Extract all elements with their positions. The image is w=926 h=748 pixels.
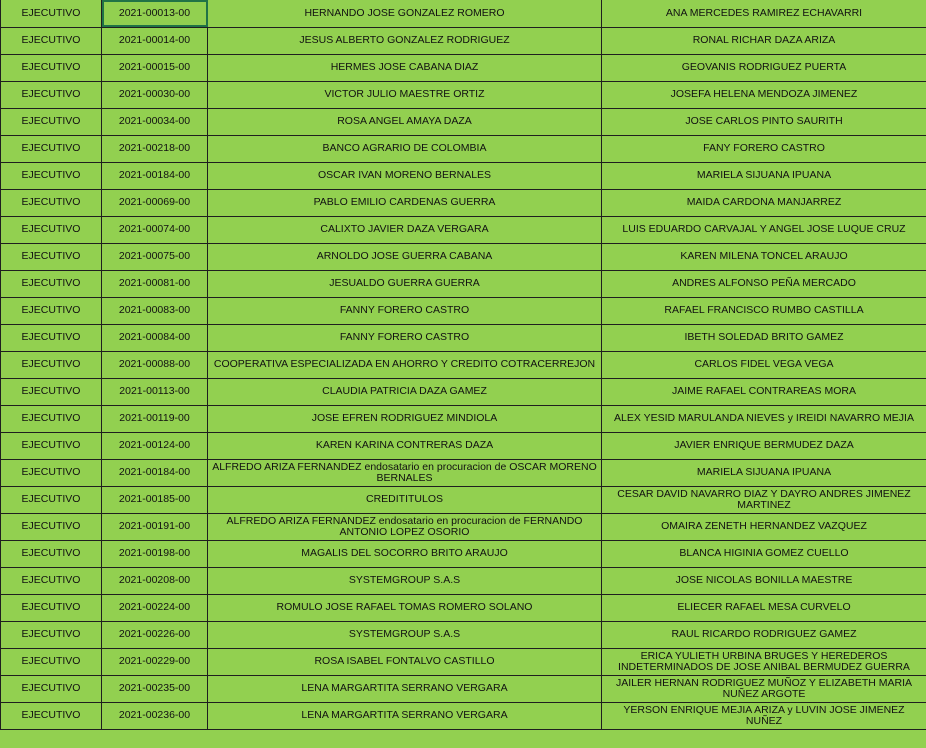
defendant-cell[interactable]: ERICA YULIETH URBINA BRUGES Y HEREDEROS INDETERMINADOS DE JOSE ANIBAL BERMUDEZ GUERRA <box>602 648 926 675</box>
table-row <box>1 459 926 486</box>
type-cell[interactable]: EJECUTIVO <box>1 216 102 243</box>
table-row <box>1 567 926 594</box>
plaintiff-cell[interactable]: FANNY FORERO CASTRO <box>208 297 602 324</box>
type-cell[interactable]: EJECUTIVO <box>1 486 102 513</box>
case-number-cell[interactable]: 2021-00124-00 <box>102 432 208 459</box>
plaintiff-cell[interactable]: FANNY FORERO CASTRO <box>208 324 602 351</box>
case-number-cell[interactable]: 2021-00184-00 <box>102 459 208 486</box>
table-row <box>1 513 926 540</box>
case-number-cell[interactable]: 2021-00084-00 <box>102 324 208 351</box>
defendant-cell[interactable]: BLANCA HIGINIA GOMEZ CUELLO <box>602 540 926 567</box>
defendant-cell[interactable]: JAVIER ENRIQUE BERMUDEZ DAZA <box>602 432 926 459</box>
case-number-cell[interactable]: 2021-00236-00 <box>102 702 208 729</box>
plaintiff-cell[interactable]: ARNOLDO JOSE GUERRA CABANA <box>208 243 602 270</box>
table-row <box>1 108 926 135</box>
table-row <box>1 702 926 729</box>
defendant-cell[interactable]: KAREN MILENA TONCEL ARAUJO <box>602 243 926 270</box>
spreadsheet-body <box>1 0 926 729</box>
defendant-cell[interactable]: CARLOS FIDEL VEGA VEGA <box>602 351 926 378</box>
case-number-cell[interactable]: 2021-00088-00 <box>102 351 208 378</box>
plaintiff-cell[interactable]: ROMULO JOSE RAFAEL TOMAS ROMERO SOLANO <box>208 594 602 621</box>
type-cell[interactable]: EJECUTIVO <box>1 324 102 351</box>
table-row <box>1 27 926 54</box>
table-row <box>1 216 926 243</box>
plaintiff-cell[interactable]: CREDITITULOS <box>208 486 602 513</box>
plaintiff-cell[interactable]: KAREN KARINA CONTRERAS DAZA <box>208 432 602 459</box>
defendant-cell[interactable]: JOSE NICOLAS BONILLA MAESTRE <box>602 567 926 594</box>
case-number-cell[interactable]: 2021-00083-00 <box>102 297 208 324</box>
case-number-cell[interactable]: 2021-00081-00 <box>102 270 208 297</box>
case-number-cell[interactable]: 2021-00224-00 <box>102 594 208 621</box>
case-number-cell[interactable]: 2021-00198-00 <box>102 540 208 567</box>
case-number-cell[interactable]: 2021-00075-00 <box>102 243 208 270</box>
case-number-cell[interactable]: 2021-00034-00 <box>102 108 208 135</box>
table-row <box>1 243 926 270</box>
type-cell[interactable]: EJECUTIVO <box>1 648 102 675</box>
plaintiff-cell[interactable]: VICTOR JULIO MAESTRE ORTIZ <box>208 81 602 108</box>
type-cell[interactable]: EJECUTIVO <box>1 81 102 108</box>
case-number-cell[interactable]: 2021-00119-00 <box>102 405 208 432</box>
type-cell[interactable]: EJECUTIVO <box>1 594 102 621</box>
table-row <box>1 594 926 621</box>
table-row <box>1 135 926 162</box>
case-number-cell[interactable]: 2021-00229-00 <box>102 648 208 675</box>
plaintiff-cell[interactable]: JESUALDO GUERRA GUERRA <box>208 270 602 297</box>
plaintiff-cell[interactable]: ALFREDO ARIZA FERNANDEZ endosatario en procuracion de FERNANDO ANTONIO LOPEZ OSORIO <box>208 513 602 540</box>
defendant-cell[interactable]: OMAIRA ZENETH HERNANDEZ VAZQUEZ <box>602 513 926 540</box>
case-number-cell[interactable]: 2021-00218-00 <box>102 135 208 162</box>
case-number-cell[interactable]: 2021-00191-00 <box>102 513 208 540</box>
plaintiff-cell[interactable]: ROSA ANGEL AMAYA DAZA <box>208 108 602 135</box>
type-cell[interactable]: EJECUTIVO <box>1 27 102 54</box>
table-row <box>1 54 926 81</box>
plaintiff-cell[interactable]: BANCO AGRARIO DE COLOMBIA <box>208 135 602 162</box>
table-row <box>1 405 926 432</box>
plaintiff-cell[interactable]: LENA MARGARTITA SERRANO VERGARA <box>208 675 602 702</box>
plaintiff-cell[interactable]: COOPERATIVA ESPECIALIZADA EN AHORRO Y CREDITO COTRACERREJON <box>208 351 602 378</box>
type-cell[interactable]: EJECUTIVO <box>1 702 102 729</box>
plaintiff-cell[interactable]: HERNANDO JOSE GONZALEZ ROMERO <box>208 0 602 27</box>
case-number-cell[interactable]: 2021-00015-00 <box>102 54 208 81</box>
type-cell[interactable]: EJECUTIVO <box>1 540 102 567</box>
defendant-cell[interactable]: JOSE CARLOS PINTO SAURITH <box>602 108 926 135</box>
type-cell[interactable]: EJECUTIVO <box>1 513 102 540</box>
table-row <box>1 621 926 648</box>
table-row <box>1 378 926 405</box>
table-row <box>1 270 926 297</box>
plaintiff-cell[interactable]: LENA MARGARTITA SERRANO VERGARA <box>208 702 602 729</box>
plaintiff-cell[interactable]: HERMES JOSE CABANA DIAZ <box>208 54 602 81</box>
defendant-cell[interactable]: ALEX YESID MARULANDA NIEVES y IREIDI NAVARRO MEJIA <box>602 405 926 432</box>
case-number-cell[interactable]: 2021-00185-00 <box>102 486 208 513</box>
table-row <box>1 162 926 189</box>
table-row <box>1 297 926 324</box>
type-cell[interactable]: EJECUTIVO <box>1 108 102 135</box>
type-cell[interactable]: EJECUTIVO <box>1 621 102 648</box>
defendant-cell[interactable]: LUIS EDUARDO CARVAJAL Y ANGEL JOSE LUQUE CRUZ <box>602 216 926 243</box>
type-cell[interactable]: EJECUTIVO <box>1 54 102 81</box>
type-cell[interactable]: EJECUTIVO <box>1 0 102 27</box>
case-number-cell[interactable]: 2021-00226-00 <box>102 621 208 648</box>
case-number-cell[interactable]: 2021-00014-00 <box>102 27 208 54</box>
defendant-cell[interactable]: YERSON ENRIQUE MEJIA ARIZA y LUVIN JOSE JIMENEZ NUÑEZ <box>602 702 926 729</box>
type-cell[interactable]: EJECUTIVO <box>1 432 102 459</box>
defendant-cell[interactable]: RONAL RICHAR DAZA ARIZA <box>602 27 926 54</box>
plaintiff-cell[interactable]: MAGALIS DEL SOCORRO BRITO ARAUJO <box>208 540 602 567</box>
defendant-cell[interactable]: JOSEFA HELENA MENDOZA JIMENEZ <box>602 81 926 108</box>
type-cell[interactable]: EJECUTIVO <box>1 270 102 297</box>
case-number-cell[interactable]: 2021-00208-00 <box>102 567 208 594</box>
defendant-cell[interactable]: JAIME RAFAEL CONTRAREAS MORA <box>602 378 926 405</box>
defendant-cell[interactable]: MARIELA SIJUANA IPUANA <box>602 459 926 486</box>
case-number-cell[interactable]: 2021-00030-00 <box>102 81 208 108</box>
type-cell[interactable]: EJECUTIVO <box>1 351 102 378</box>
table-row <box>1 189 926 216</box>
defendant-cell[interactable]: ANDRES ALFONSO PEÑA MERCADO <box>602 270 926 297</box>
table-row <box>1 486 926 513</box>
plaintiff-cell[interactable]: PABLO EMILIO CARDENAS GUERRA <box>208 189 602 216</box>
type-cell[interactable]: EJECUTIVO <box>1 567 102 594</box>
defendant-cell[interactable]: RAFAEL FRANCISCO RUMBO CASTILLA <box>602 297 926 324</box>
defendant-cell[interactable]: RAUL RICARDO RODRIGUEZ GAMEZ <box>602 621 926 648</box>
table-row <box>1 540 926 567</box>
type-cell[interactable]: EJECUTIVO <box>1 459 102 486</box>
plaintiff-cell[interactable]: OSCAR IVAN MORENO BERNALES <box>208 162 602 189</box>
type-cell[interactable]: EJECUTIVO <box>1 297 102 324</box>
table-row <box>1 675 926 702</box>
case-number-cell[interactable]: 2021-00069-00 <box>102 189 208 216</box>
case-number-cell[interactable]: 2021-00074-00 <box>102 216 208 243</box>
defendant-cell[interactable]: FANY FORERO CASTRO <box>602 135 926 162</box>
type-cell[interactable]: EJECUTIVO <box>1 162 102 189</box>
type-cell[interactable]: EJECUTIVO <box>1 243 102 270</box>
table-row <box>1 432 926 459</box>
table-row <box>1 648 926 675</box>
case-number-cell[interactable]: 2021-00184-00 <box>102 162 208 189</box>
type-cell[interactable]: EJECUTIVO <box>1 135 102 162</box>
case-number-cell[interactable]: 2021-00113-00 <box>102 378 208 405</box>
plaintiff-cell[interactable]: ROSA ISABEL FONTALVO CASTILLO <box>208 648 602 675</box>
defendant-cell[interactable]: MAIDA CARDONA MANJARREZ <box>602 189 926 216</box>
plaintiff-cell[interactable]: SYSTEMGROUP S.A.S <box>208 621 602 648</box>
defendant-cell[interactable]: CESAR DAVID NAVARRO DIAZ Y DAYRO ANDRES JIMENEZ MARTINEZ <box>602 486 926 513</box>
defendant-cell[interactable]: ANA MERCEDES RAMIREZ ECHAVARRI <box>602 0 926 27</box>
plaintiff-cell[interactable]: SYSTEMGROUP S.A.S <box>208 567 602 594</box>
defendant-cell[interactable]: ELIECER RAFAEL MESA CURVELO <box>602 594 926 621</box>
table-row <box>1 0 926 27</box>
type-cell[interactable]: EJECUTIVO <box>1 378 102 405</box>
defendant-cell[interactable]: MARIELA SIJUANA IPUANA <box>602 162 926 189</box>
defendant-cell[interactable]: JAILER HERNAN RODRIGUEZ MUÑOZ Y ELIZABETH MARIA NUÑEZ ARGOTE <box>602 675 926 702</box>
plaintiff-cell[interactable]: CALIXTO JAVIER DAZA VERGARA <box>208 216 602 243</box>
type-cell[interactable]: EJECUTIVO <box>1 189 102 216</box>
type-cell[interactable]: EJECUTIVO <box>1 675 102 702</box>
table-row <box>1 351 926 378</box>
plaintiff-cell[interactable]: JESUS ALBERTO GONZALEZ RODRIGUEZ <box>208 27 602 54</box>
table-row <box>1 324 926 351</box>
plaintiff-cell[interactable]: ALFREDO ARIZA FERNANDEZ endosatario en procuracion de OSCAR MORENO BERNALES <box>208 459 602 486</box>
type-cell[interactable]: EJECUTIVO <box>1 405 102 432</box>
plaintiff-cell[interactable]: JOSE EFREN RODRIGUEZ MINDIOLA <box>208 405 602 432</box>
case-number-cell[interactable]: 2021-00013-00 <box>102 0 208 27</box>
defendant-cell[interactable]: GEOVANIS RODRIGUEZ PUERTA <box>602 54 926 81</box>
table-row <box>1 81 926 108</box>
case-number-cell[interactable]: 2021-00235-00 <box>102 675 208 702</box>
plaintiff-cell[interactable]: CLAUDIA PATRICIA DAZA GAMEZ <box>208 378 602 405</box>
defendant-cell[interactable]: IBETH SOLEDAD BRITO GAMEZ <box>602 324 926 351</box>
